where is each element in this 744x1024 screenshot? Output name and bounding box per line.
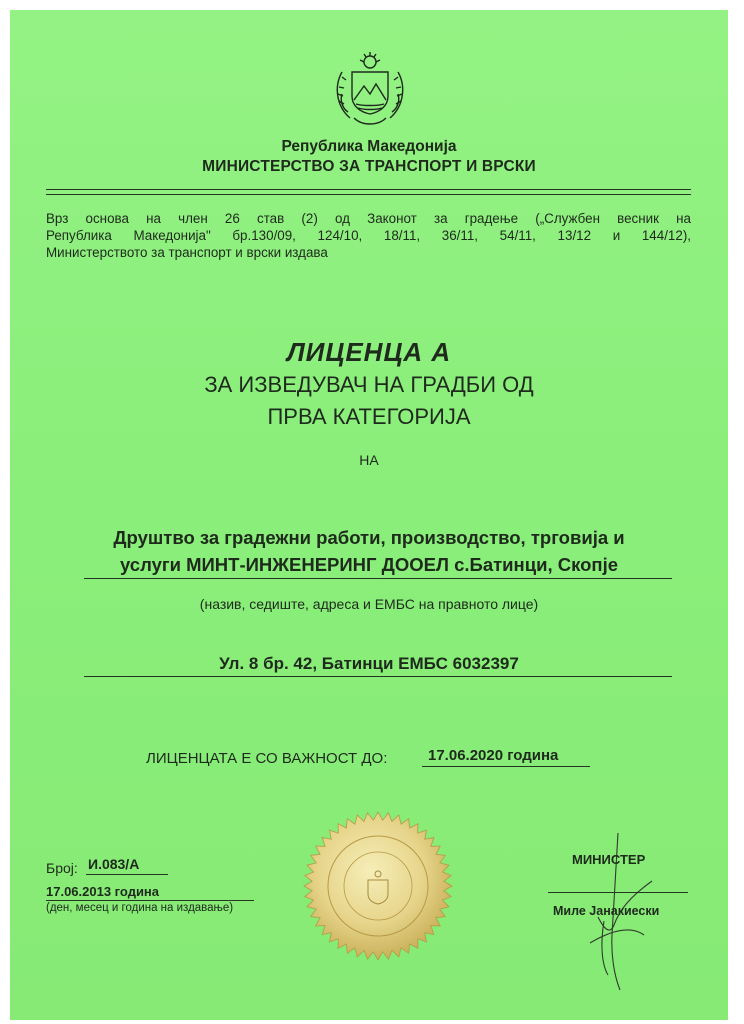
company-name-line-1: Друштво за градежни работи, производство, трговија и xyxy=(113,527,625,548)
license-title: ЛИЦЕНЦА А xyxy=(286,337,452,367)
license-sheet xyxy=(10,10,728,1020)
company-underline xyxy=(84,578,672,579)
validity-label: ЛИЦЕНЦАТА Е СО ВАЖНОСТ ДО: xyxy=(146,750,388,767)
issue-date: 17.06.2013 година xyxy=(46,884,160,899)
intro-line-3: Министерството за транспорт и врски издава xyxy=(46,245,328,260)
header-divider-bottom xyxy=(46,194,691,195)
license-number: И.083/А xyxy=(88,856,140,872)
gold-seal-icon xyxy=(302,810,454,962)
minister-name: Миле Јанакиески xyxy=(553,904,660,918)
minister-title: МИНИСТЕР xyxy=(572,852,646,867)
company-field-hint: (назив, седиште, адреса и ЕМБС на правното лице) xyxy=(199,596,539,612)
license-holder-prefix: НА xyxy=(359,452,379,468)
validity-underline xyxy=(422,766,590,767)
republic-title: Република Македонија xyxy=(281,138,457,155)
license-subtitle-line-2: ПРВА КАТЕГОРИЈА xyxy=(267,404,471,429)
validity-date: 17.06.2020 година xyxy=(428,747,559,764)
address-underline xyxy=(84,676,672,677)
signature-line xyxy=(548,892,688,893)
company-name-line-2: услуги МИНТ-ИНЖЕНЕРИНГ ДООЕЛ с.Батинци, Скопје xyxy=(119,554,619,575)
intro-line-1: Врз основа на член 26 став (2) од Законот за градење („Службен весник на xyxy=(46,211,691,226)
header-divider-top xyxy=(46,189,691,190)
ministry-title: МИНИСТЕРСТВО ЗА ТРАНСПОРТ И ВРСКИ xyxy=(202,158,536,175)
intro-line-2: Република Македонија" бр.130/09, 124/10, 18/11, 36/11, 54/11, 13/12 и 144/12), xyxy=(46,228,691,243)
coat-of-arms-icon xyxy=(328,48,412,132)
issue-date-hint: (ден, месец и година на издавање) xyxy=(46,902,234,914)
company-address: Ул. 8 бр. 42, Батинци ЕМБС 6032397 xyxy=(219,654,519,673)
number-label: Број: xyxy=(46,860,78,876)
license-subtitle-line-1: ЗА ИЗВЕДУВАЧ НА ГРАДБИ ОД xyxy=(204,372,534,397)
number-underline xyxy=(86,874,168,875)
issue-date-underline xyxy=(46,900,254,901)
intro-paragraph xyxy=(46,210,691,261)
